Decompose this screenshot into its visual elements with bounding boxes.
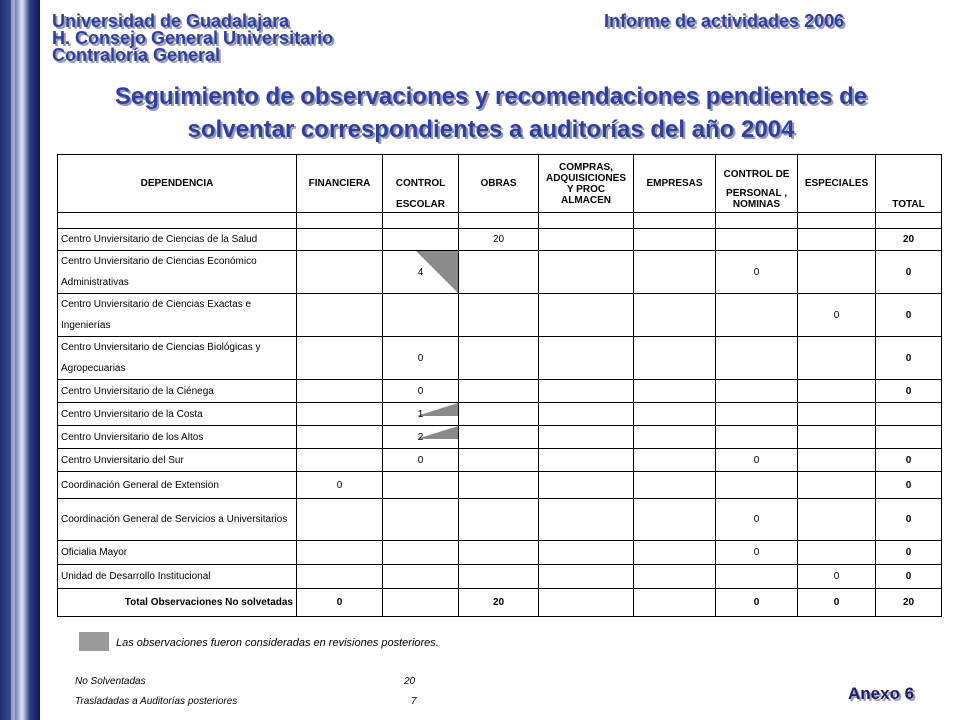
col-compras-bottom: ALMACEN [561, 194, 611, 206]
table-row [58, 426, 942, 449]
page-title-line2: solventar correspondientes a auditorías del año 2004 [187, 116, 795, 143]
table-row [58, 541, 942, 565]
total-total: 20 [876, 589, 942, 617]
cell-total: 20 [876, 229, 942, 251]
cell-control-escolar: 4 [383, 251, 459, 294]
table-row [58, 499, 942, 541]
table-row [58, 565, 942, 589]
footer-trasladadas-label: Trasladadas a Auditorías posteriores [75, 696, 238, 707]
cell-financiera: 0 [297, 472, 383, 499]
cell-especiales: 0 [798, 294, 876, 337]
table-row [58, 403, 942, 426]
cell-control-escolar: 0 [383, 337, 459, 380]
col-financiera: FINANCIERA [297, 155, 383, 213]
legend-swatch [79, 632, 109, 651]
cell-total: 0 [876, 337, 942, 380]
cell-control-escolar: 0 [383, 380, 459, 403]
page-title [60, 80, 922, 146]
page-title-line1: Seguimiento de observaciones y recomendaciones pendientes de [114, 83, 868, 110]
col-control-escolar-bottom: ESCOLAR [396, 199, 445, 210]
col-control-escolar [383, 155, 459, 213]
cell-control-escolar: 1 [383, 403, 459, 426]
cell-total: 0 [876, 449, 942, 472]
cell-personal: 0 [716, 541, 798, 565]
cell-total: 0 [876, 541, 942, 565]
col-total-label: TOTAL [892, 199, 925, 210]
table-row [58, 472, 942, 499]
row-name: Coordinación General de Extension [58, 472, 297, 499]
cell-total: 0 [876, 472, 942, 499]
col-personal-bottom: NOMINAS [732, 199, 781, 210]
total-personal: 0 [716, 589, 798, 617]
table-header-row [58, 155, 942, 213]
row-name: Centro Unviersitario de los Altos [58, 426, 297, 449]
cell-personal: 0 [716, 251, 798, 294]
table-row [58, 294, 942, 337]
totals-label: Total Observaciones No solvetadas [58, 589, 297, 617]
row-name: Centro Unviersitario de la Ciénega [58, 380, 297, 403]
col-empresas: EMPRESAS [634, 155, 716, 213]
decorative-sidebar [0, 0, 40, 720]
footer-trasladadas-value: 7 [411, 696, 417, 707]
cell-total: 0 [876, 565, 942, 589]
total-especiales: 0 [798, 589, 876, 617]
row-name: Centro Unviersitario del Sur [58, 449, 297, 472]
row-name: Centro Unviersitario de Ciencias Exactas e Ingenierías [58, 294, 297, 337]
anexo-label: Anexo 6 [848, 684, 915, 703]
cell-total: 0 [876, 499, 942, 541]
cell-total: 0 [876, 251, 942, 294]
row-name: Oficialia Mayor [58, 541, 297, 565]
footer-no-solventadas-label: No Solventadas [75, 676, 146, 687]
table-row [58, 337, 942, 380]
col-control-escolar-top: CONTROL [395, 178, 446, 189]
spacer-row [58, 213, 942, 229]
row-name: Unidad de Desarrollo Institucional [58, 565, 297, 589]
col-personal-mid: PERSONAL , [726, 187, 787, 199]
legend-text: Las observaciones fueron consideradas en revisiones posteriores. [116, 637, 439, 649]
row-name: Coordinación General de Servicios a Universitarios [58, 499, 297, 541]
table-row [58, 229, 942, 251]
observations-table [57, 154, 942, 617]
row-name: Centro Unviersitario de Ciencias Económico Administrativas [58, 251, 297, 294]
table-row [58, 380, 942, 403]
cell-personal: 0 [716, 499, 798, 541]
university-name: Universidad de Guadalajara [52, 11, 290, 31]
footer-no-solventadas-value: 20 [404, 676, 416, 687]
report-title: Informe de actividades 2006 [604, 11, 845, 31]
col-dependencia: DEPENDENCIA [58, 155, 297, 213]
table-row [58, 251, 942, 294]
cell-total: 0 [876, 294, 942, 337]
council-name: H. Consejo General Universitario [52, 28, 334, 48]
col-personal [716, 155, 798, 213]
cell-personal: 0 [716, 449, 798, 472]
row-name: Centro Unviersitario de Ciencias Biológicas y Agropecuarias [58, 337, 297, 380]
col-especiales: ESPECIALES [798, 155, 876, 213]
col-compras [539, 155, 634, 213]
row-name: Centro Unviersitario de Ciencias de la Salud [58, 229, 297, 251]
cell-obras: 20 [459, 229, 539, 251]
university-header [52, 13, 333, 64]
cell-control-escolar: 0 [383, 449, 459, 472]
total-obras: 20 [459, 589, 539, 617]
table-row [58, 449, 942, 472]
row-name: Centro Unviersitario de la Costa [58, 403, 297, 426]
col-personal-top: CONTROL DE [723, 168, 790, 180]
col-compras-top: COMPRAS, ADQUISICIONES Y PROC [545, 161, 626, 195]
col-obras: OBRAS [459, 155, 539, 213]
cell-total: 0 [876, 380, 942, 403]
cell-especiales: 0 [798, 565, 876, 589]
col-total [876, 155, 942, 213]
totals-row [58, 589, 942, 617]
total-financiera: 0 [297, 589, 383, 617]
cell-control-escolar: 2 [383, 426, 459, 449]
office-name: Contraloría General [52, 45, 221, 65]
